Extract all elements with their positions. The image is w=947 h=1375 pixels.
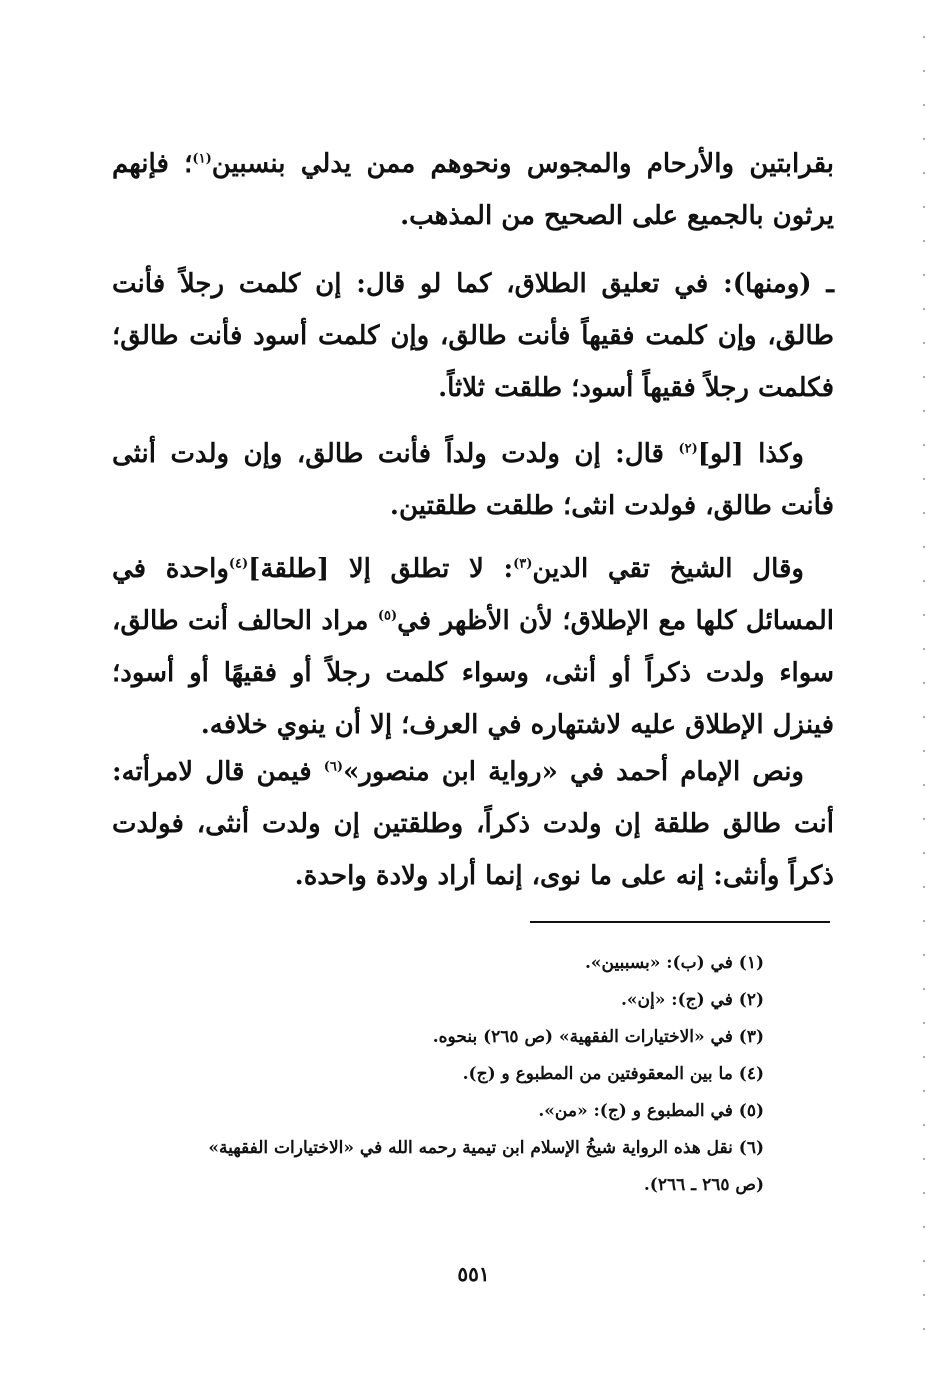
paragraph-3-text — [112, 428, 834, 532]
footnote-ref-2: (٢) — [678, 441, 698, 457]
page-edge-dots — [923, 20, 925, 1355]
paragraph-5-part-a: ونص الإمام أحمد في «رواية ابن منصور» — [343, 757, 804, 787]
paragraph-1-part-a: بقرابتين والأرحام والمجوس ونحوهم ممن يدلي بنسبين — [211, 149, 834, 179]
footnote-separator-rule — [530, 921, 830, 923]
footnote-3: (٣) في «الاختيارات الفقهية» (ص ٢٦٥) بنحوه. — [432, 1027, 764, 1047]
paragraph-4-part-d: مراد الحالف أنت طالق، سواء ولدت ذكراً أو أنثى، وسواء كلمت رجلاً أو فقيهًا أو أسود؛ فينزل الإطلاق عليه لاشتهاره في العرف؛ إلا أن ينوي خلافه. — [112, 606, 834, 740]
footnote-6-continuation: (ص ٢٦٥ ـ ٢٦٦). — [643, 1175, 764, 1195]
paragraph-2-text: ـ (ومنها): في تعليق الطلاق، كما لو قال: إن كلمت رجلاً فأنت طالق، وإن كلمت فقيهاً فأنت طالق، وإن كلمت أسود فأنت طالق؛ فكلمت رجلاً فقيهاً أسود؛ طلقت ثلاثاً. — [112, 269, 834, 403]
paragraph-4-text — [112, 543, 834, 751]
page-number: ٥٥١ — [457, 1262, 490, 1286]
footnote-4: (٤) ما بين المعقوفتين من المطبوع و (ج). — [462, 1064, 764, 1084]
paragraph-5-text — [112, 746, 834, 902]
paragraph-5 — [112, 746, 834, 902]
paragraph-4-part-c: واحدة في المسائل كلها مع الإطلاق؛ لأن الأظهر في — [112, 554, 834, 636]
paragraph-4-part-a: وقال الشيخ تقي الدين — [532, 554, 804, 584]
paragraph-4 — [112, 543, 834, 751]
paragraph-1-part-b: ؛ فإنهم يرثون بالجميع على الصحيح من المذهب. — [112, 149, 834, 231]
paragraph-3-part-a: وكذا [لو] — [697, 439, 804, 469]
paragraph-3-part-b: قال: إن ولدت ولداً فأنت طالق، وإن ولدت أنثى فأنت طالق، فولدت انثى؛ طلقت طلقتين. — [112, 439, 834, 521]
footnote-ref-5: (٥) — [377, 608, 398, 624]
footnote-ref-6: (٦) — [323, 759, 344, 775]
footnote-1: (١) في (ب): «بسببين». — [584, 953, 764, 973]
paragraph-1 — [112, 138, 834, 242]
paragraph-2 — [112, 258, 834, 414]
paragraph-3 — [112, 428, 834, 532]
footnote-2: (٢) في (ج): «إن». — [621, 990, 764, 1010]
footnote-ref-3: (٣) — [513, 556, 533, 572]
footnotes — [112, 945, 764, 1204]
footnote-5: (٥) في المطبوع و (ج): «من». — [538, 1101, 764, 1121]
footnote-6: (٦) نقل هذه الرواية شيخُ الإسلام ابن تيمية رحمه الله في «الاختيارات الفقهية» — [208, 1138, 764, 1158]
paragraph-1-text — [112, 138, 834, 242]
footnote-ref-1: (١) — [192, 151, 212, 167]
paragraph-4-part-b: : لا تطلق إلا [طلقة] — [248, 554, 514, 584]
paragraph-5-part-b: فيمن قال لامرأته: أنت طالق طلقة إن ولدت ذكراً، وطلقتين إن ولدت أنثى، فولدت ذكراً وأنثى: إنه على ما نوى، إنما أراد ولادة واحدة. — [112, 757, 834, 891]
footnote-ref-4: (٤) — [228, 556, 249, 572]
